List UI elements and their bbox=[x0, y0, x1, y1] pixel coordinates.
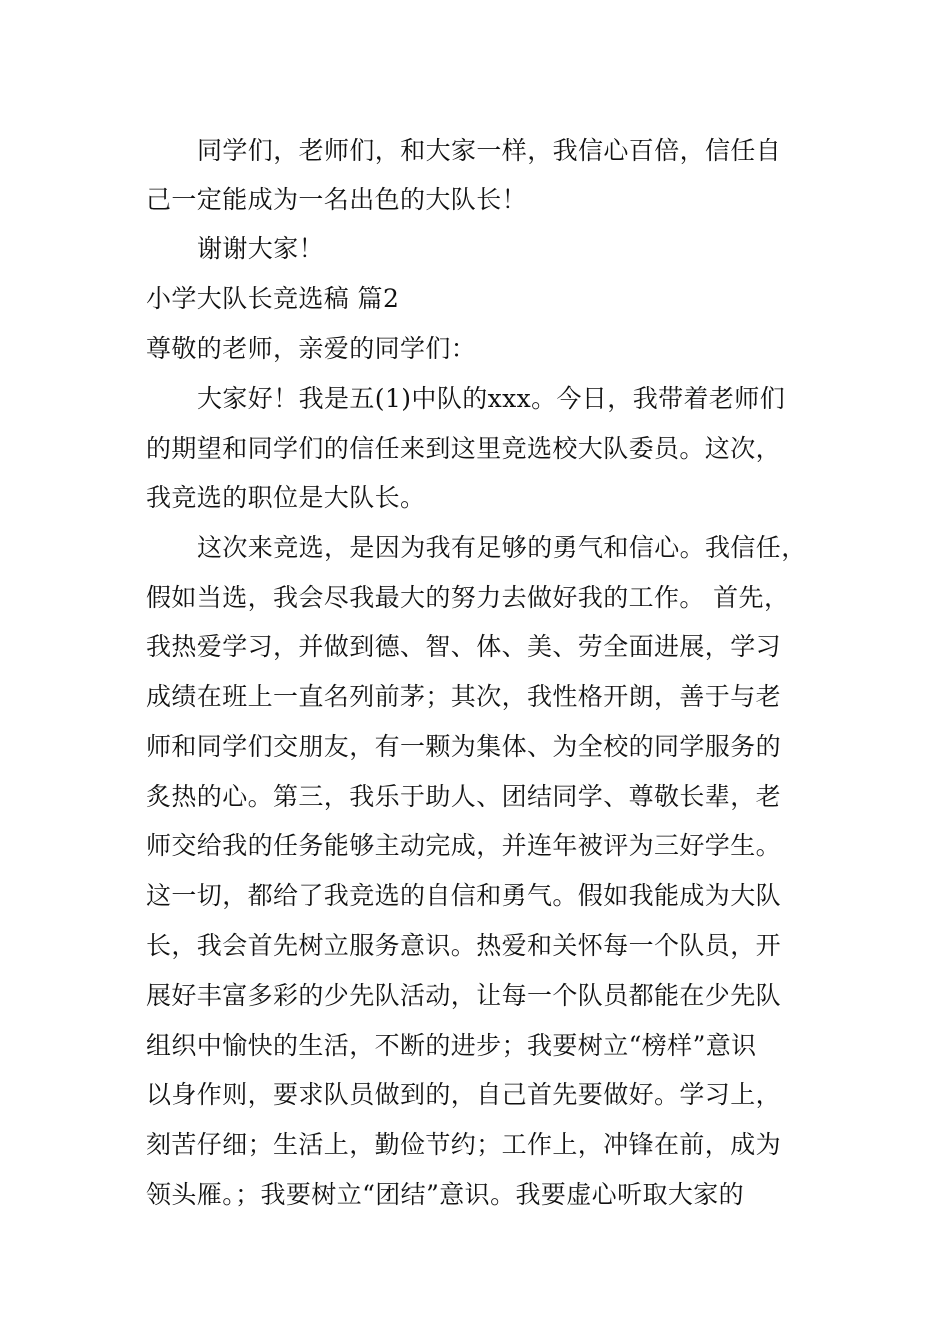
text-line: 假如当选，我会尽我最大的努力去做好我的工作。 首先， bbox=[146, 583, 790, 612]
text-line: 这次来竞选，是因为我有足够的勇气和信心。我信任， bbox=[197, 533, 807, 562]
text-line: 师交给我的任务能够主动完成，并连年被评为三好学生。 bbox=[146, 831, 782, 860]
text-line: 领头雁。；我要树立“团结”意识。我要虚心听取大家的 bbox=[146, 1180, 745, 1209]
text-line: 大家好！我是五(1)中队的xxx。今日，我带着老师们 bbox=[197, 384, 786, 413]
text-line: 己一定能成为一名出色的大队长！ bbox=[146, 185, 528, 214]
text-line: 展好丰富多彩的少先队活动，让每一个队员都能在少先队 bbox=[146, 981, 782, 1010]
text-line: 组织中愉快的生活，不断的进步；我要树立“榜样”意识 bbox=[146, 1031, 757, 1060]
text-line: 我竞选的职位是大队长。 bbox=[146, 483, 426, 512]
text-line: 长，我会首先树立服务意识。热爱和关怀每一个队员，开 bbox=[146, 931, 782, 960]
salutation: 尊敬的老师，亲爱的同学们： bbox=[146, 334, 477, 363]
text-line: 同学们，老师们，和大家一样，我信心百倍，信任自 bbox=[197, 136, 782, 165]
text-line: 谢谢大家！ bbox=[197, 234, 325, 263]
text-line: 刻苦仔细；生活上，勤俭节约；工作上，冲锋在前，成为 bbox=[146, 1130, 782, 1159]
text-line: 我热爱学习，并做到德、智、体、美、劳全面进展，学习 bbox=[146, 632, 782, 661]
text-line: 炙热的心。第三，我乐于助人、团结同学、尊敬长辈，老 bbox=[146, 782, 782, 811]
text-line: 这一切，都给了我竞选的自信和勇气。假如我能成为大队 bbox=[146, 881, 782, 910]
text-line: 师和同学们交朋友，有一颗为集体、为全校的同学服务的 bbox=[146, 732, 782, 761]
text-line: 以身作则，要求队员做到的，自己首先要做好。学习上， bbox=[146, 1080, 782, 1109]
section-heading: 小学大队长竞选稿 篇2 bbox=[146, 284, 400, 313]
text-line: 的期望和同学们的信任来到这里竞选校大队委员。这次， bbox=[146, 434, 782, 463]
text-line: 成绩在班上一直名列前茅；其次，我性格开朗，善于与老 bbox=[146, 682, 782, 711]
